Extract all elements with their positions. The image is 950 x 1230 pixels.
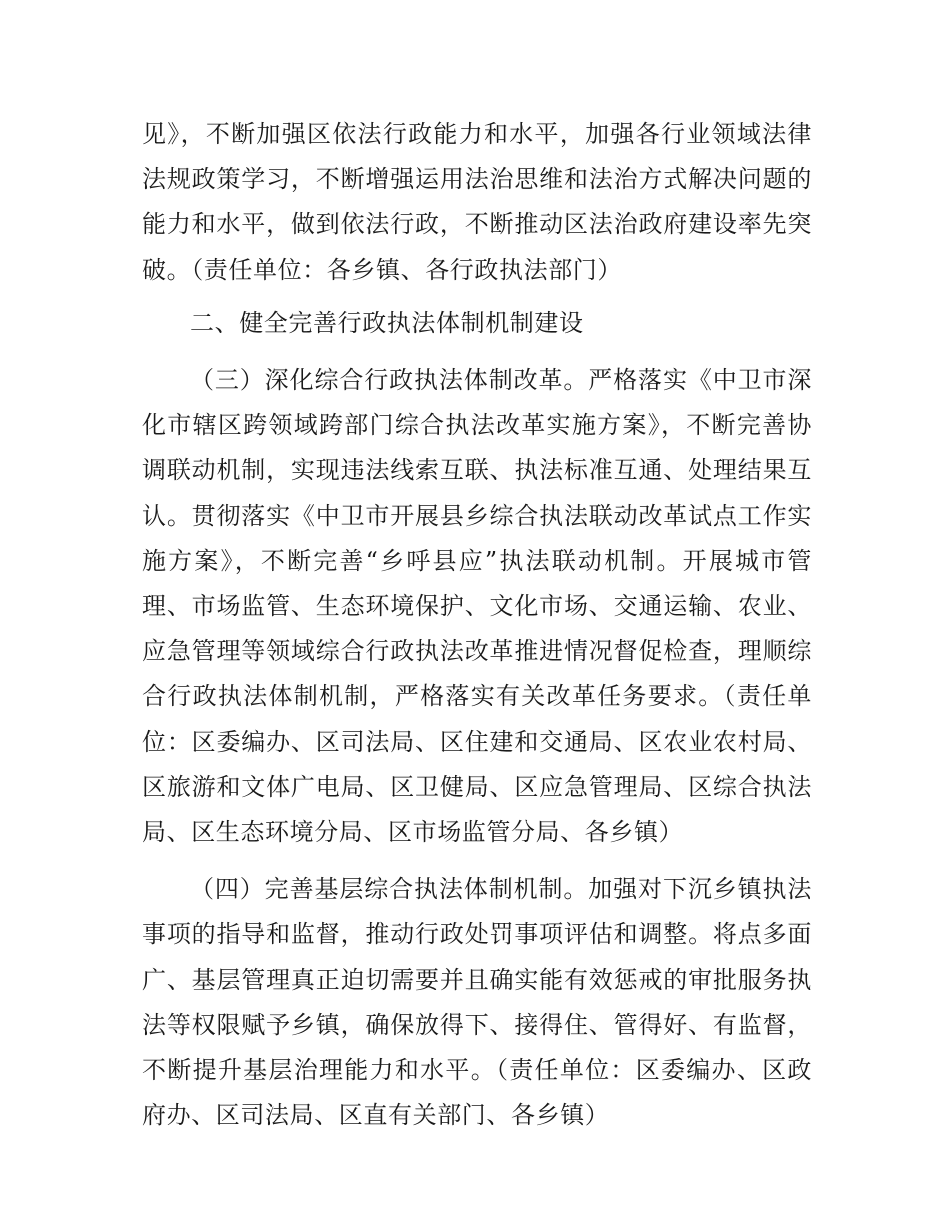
section-heading: 二、健全完善行政执法体制机制建设 (190, 308, 584, 337)
spacer (142, 293, 812, 301)
spacer (142, 346, 812, 358)
paragraph-section-three: （三）深化综合行政执法体制改革。严格落实《中卫市深化市辖区跨领域跨部门综合执法改革实施方案》，不断完善协调联动机制，实现违法线索互联、执法标准互通、处理结果互认。贯彻落实《中卫市开展县乡综合执法联动改革试点工作实施方案》，不断完善“乡呼县应”执法联动机制。开展城市管理、市场监管、生态环境保护、文化市场、交通运输、农业、应急管理等领域综合行政执法改革推进情况督促检查，理顺综合行政执法体制机制，严格落实有关改革任务要求。（责任单位：区委编办、区司法局、区住建和交通局、区农业农村局、区旅游和文体广电局、区卫健局、区应急管理局、区综合执法局、区生态环境分局、区市场监管分局、各乡镇） (142, 366, 812, 847)
spacer (142, 855, 812, 867)
paragraph-section-four: （四）完善基层综合执法体制机制。加强对下沉乡镇执法事项的指导和监督，推动行政处罚事项评估和调整。将点多面广、基层管理真正迫切需要并且确实能有效惩戒的审批服务执法等权限赋予乡镇，确保放得下、接得住、管得好、有监督，不断提升基层治理能力和水平。（责任单位：区委编办、区政府办、区司法局、区直有关部门、各乡镇） (142, 875, 812, 1130)
paragraph-continuation: 见》，不断加强区依法行政能力和水平，加强各行业领域法律法规政策学习，不断增强运用法治思维和法治方式解决问题的能力和水平，做到依法行政，不断推动区法治政府建设率先突破。（责任单位：各乡镇、各行政执法部门） (142, 120, 812, 284)
document-body (142, 112, 812, 1138)
